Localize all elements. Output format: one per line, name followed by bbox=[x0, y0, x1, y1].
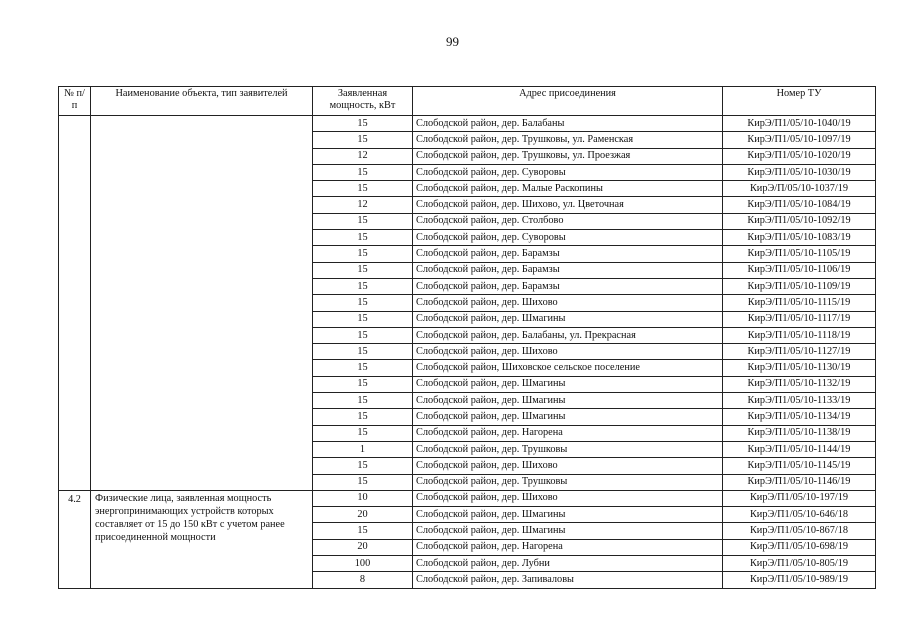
address-cell: Слободской район, дер. Шмагины bbox=[413, 507, 723, 523]
address-cell: Слободской район, дер. Барамзы bbox=[413, 246, 723, 262]
power-cell: 15 bbox=[313, 164, 413, 180]
power-cell: 15 bbox=[313, 213, 413, 229]
table-header-row bbox=[59, 87, 876, 116]
address-cell: Слободской район, дер. Запиваловы bbox=[413, 572, 723, 588]
power-cell: 15 bbox=[313, 262, 413, 278]
address-cell: Слободской район, дер. Суворовы bbox=[413, 164, 723, 180]
tu-number-cell: КирЭ/П1/05/10-1134/19 bbox=[723, 409, 876, 425]
tu-number-cell: КирЭ/П1/05/10-1117/19 bbox=[723, 311, 876, 327]
address-cell: Слободской район, дер. Шихово bbox=[413, 344, 723, 360]
tu-number-cell: КирЭ/П1/05/10-1118/19 bbox=[723, 327, 876, 343]
tu-number-cell: КирЭ/П1/05/10-197/19 bbox=[723, 490, 876, 506]
address-cell: Слободской район, дер. Лубни bbox=[413, 556, 723, 572]
group-number: 4.2 bbox=[59, 490, 91, 588]
tu-number-cell: КирЭ/П1/05/10-1133/19 bbox=[723, 393, 876, 409]
page-number: 99 bbox=[446, 34, 459, 49]
address-cell: Слободской район, дер. Шмагины bbox=[413, 311, 723, 327]
address-cell: Слободской район, дер. Трушковы, ул. Проезжая bbox=[413, 148, 723, 164]
power-cell: 12 bbox=[313, 148, 413, 164]
tu-number-cell: КирЭ/П1/05/10-1144/19 bbox=[723, 441, 876, 457]
tu-number-cell: КирЭ/П1/05/10-698/19 bbox=[723, 539, 876, 555]
table-row bbox=[59, 490, 876, 506]
table-body bbox=[59, 116, 876, 589]
tu-number-cell: КирЭ/П1/05/10-1105/19 bbox=[723, 246, 876, 262]
power-cell: 15 bbox=[313, 360, 413, 376]
tu-number-cell: КирЭ/П1/05/10-1106/19 bbox=[723, 262, 876, 278]
address-cell: Слободской район, дер. Трушковы, ул. Раменская bbox=[413, 132, 723, 148]
tu-number-cell: КирЭ/П1/05/10-1109/19 bbox=[723, 278, 876, 294]
power-cell: 15 bbox=[313, 393, 413, 409]
tu-number-cell: КирЭ/П1/05/10-867/18 bbox=[723, 523, 876, 539]
table-row bbox=[59, 116, 876, 132]
address-cell: Слободской район, дер. Барамзы bbox=[413, 278, 723, 294]
tu-number-cell: КирЭ/П1/05/10-1040/19 bbox=[723, 116, 876, 132]
tu-number-cell: КирЭ/П1/05/10-1130/19 bbox=[723, 360, 876, 376]
header-num: № п/п bbox=[59, 87, 91, 116]
power-cell: 15 bbox=[313, 230, 413, 246]
address-cell: Слободской район, дер. Балабаны, ул. Прекрасная bbox=[413, 327, 723, 343]
power-cell: 15 bbox=[313, 116, 413, 132]
tu-number-cell: КирЭ/П1/05/10-1030/19 bbox=[723, 164, 876, 180]
tu-number-cell: КирЭ/П1/05/10-1092/19 bbox=[723, 213, 876, 229]
power-cell: 15 bbox=[313, 425, 413, 441]
power-cell: 15 bbox=[313, 181, 413, 197]
tu-number-cell: КирЭ/П1/05/10-1115/19 bbox=[723, 295, 876, 311]
address-cell: Слободской район, дер. Шихово, ул. Цветочная bbox=[413, 197, 723, 213]
address-cell: Слободской район, дер. Балабаны bbox=[413, 116, 723, 132]
connections-table bbox=[58, 86, 876, 589]
header-address: Адрес присоединения bbox=[413, 87, 723, 116]
address-cell: Слободской район, дер. Нагорена bbox=[413, 425, 723, 441]
power-cell: 15 bbox=[313, 278, 413, 294]
tu-number-cell: КирЭ/П1/05/10-805/19 bbox=[723, 556, 876, 572]
header-tu: Номер ТУ bbox=[723, 87, 876, 116]
header-power: Заявленная мощность, кВт bbox=[313, 87, 413, 116]
group-name bbox=[91, 116, 313, 491]
tu-number-cell: КирЭ/П1/05/10-1145/19 bbox=[723, 458, 876, 474]
tu-number-cell: КирЭ/П1/05/10-1138/19 bbox=[723, 425, 876, 441]
address-cell: Слободской район, дер. Столбово bbox=[413, 213, 723, 229]
power-cell: 100 bbox=[313, 556, 413, 572]
power-cell: 15 bbox=[313, 246, 413, 262]
tu-number-cell: КирЭ/П1/05/10-1127/19 bbox=[723, 344, 876, 360]
address-cell: Слободской район, дер. Шмагины bbox=[413, 523, 723, 539]
power-cell: 15 bbox=[313, 458, 413, 474]
address-cell: Слободской район, дер. Трушковы bbox=[413, 441, 723, 457]
power-cell: 20 bbox=[313, 539, 413, 555]
group-name: Физические лица, заявленная мощность энергопринимающих устройств которых составляет от 15 до 150 кВт с учетом ранее присоединенной мощности bbox=[91, 490, 313, 588]
address-cell: Слободской район, дер. Шмагины bbox=[413, 393, 723, 409]
power-cell: 15 bbox=[313, 376, 413, 392]
address-cell: Слободской район, Шиховское сельское поселение bbox=[413, 360, 723, 376]
tu-number-cell: КирЭ/П1/05/10-1083/19 bbox=[723, 230, 876, 246]
power-cell: 15 bbox=[313, 295, 413, 311]
address-cell: Слободской район, дер. Суворовы bbox=[413, 230, 723, 246]
tu-number-cell: КирЭ/П/05/10-1037/19 bbox=[723, 181, 876, 197]
power-cell: 12 bbox=[313, 197, 413, 213]
tu-number-cell: КирЭ/П1/05/10-989/19 bbox=[723, 572, 876, 588]
power-cell: 15 bbox=[313, 327, 413, 343]
power-cell: 1 bbox=[313, 441, 413, 457]
power-cell: 15 bbox=[313, 311, 413, 327]
address-cell: Слободской район, дер. Барамзы bbox=[413, 262, 723, 278]
tu-number-cell: КирЭ/П1/05/10-1020/19 bbox=[723, 148, 876, 164]
power-cell: 15 bbox=[313, 132, 413, 148]
power-cell: 15 bbox=[313, 409, 413, 425]
power-cell: 15 bbox=[313, 344, 413, 360]
power-cell: 10 bbox=[313, 490, 413, 506]
power-cell: 15 bbox=[313, 474, 413, 490]
tu-number-cell: КирЭ/П1/05/10-646/18 bbox=[723, 507, 876, 523]
address-cell: Слободской район, дер. Шмагины bbox=[413, 409, 723, 425]
address-cell: Слободской район, дер. Шихово bbox=[413, 458, 723, 474]
power-cell: 20 bbox=[313, 507, 413, 523]
tu-number-cell: КирЭ/П1/05/10-1146/19 bbox=[723, 474, 876, 490]
address-cell: Слободской район, дер. Нагорена bbox=[413, 539, 723, 555]
address-cell: Слободской район, дер. Малые Раскопины bbox=[413, 181, 723, 197]
address-cell: Слободской район, дер. Шихово bbox=[413, 490, 723, 506]
tu-number-cell: КирЭ/П1/05/10-1097/19 bbox=[723, 132, 876, 148]
group-number bbox=[59, 116, 91, 491]
address-cell: Слободской район, дер. Шихово bbox=[413, 295, 723, 311]
address-cell: Слободской район, дер. Шмагины bbox=[413, 376, 723, 392]
power-cell: 8 bbox=[313, 572, 413, 588]
header-name: Наименование объекта, тип заявителей bbox=[91, 87, 313, 116]
tu-number-cell: КирЭ/П1/05/10-1132/19 bbox=[723, 376, 876, 392]
address-cell: Слободской район, дер. Трушковы bbox=[413, 474, 723, 490]
power-cell: 15 bbox=[313, 523, 413, 539]
tu-number-cell: КирЭ/П1/05/10-1084/19 bbox=[723, 197, 876, 213]
